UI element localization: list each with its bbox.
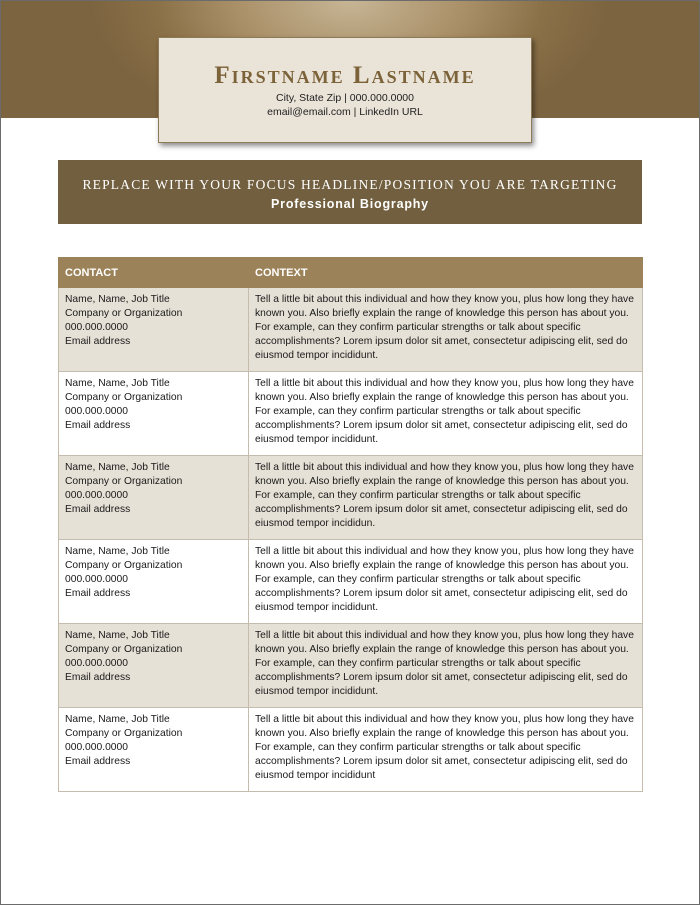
contact-email: Email address <box>65 588 131 599</box>
contact-email: Email address <box>65 420 131 431</box>
column-header-context: CONTEXT <box>249 258 643 288</box>
table-row <box>59 288 643 372</box>
contact-email: Email address <box>65 672 131 683</box>
table-header-row <box>59 258 643 288</box>
contact-company: Company or Organization <box>65 392 183 403</box>
column-header-contact: CONTACT <box>59 258 249 288</box>
contact-phone: 000.000.0000 <box>65 322 128 333</box>
contact-company: Company or Organization <box>65 476 183 487</box>
contact-cell <box>59 456 249 540</box>
headline-banner <box>58 160 642 224</box>
document-subtitle: Professional Biography <box>271 197 429 211</box>
contact-cell <box>59 372 249 456</box>
contact-name-title: Name, Name, Job Title <box>65 378 170 389</box>
location-phone: City, State Zip | 000.000.0000 <box>276 92 414 104</box>
contact-company: Company or Organization <box>65 644 183 655</box>
email-linkedin: email@email.com | LinkedIn URL <box>267 106 423 118</box>
focus-headline: REPLACE WITH YOUR FOCUS HEADLINE/POSITION YOU ARE TARGETING <box>82 177 618 192</box>
contact-phone: 000.000.0000 <box>65 490 128 501</box>
contact-phone: 000.000.0000 <box>65 406 128 417</box>
contact-name-title: Name, Name, Job Title <box>65 294 170 305</box>
contact-name-title: Name, Name, Job Title <box>65 630 170 641</box>
context-cell: Tell a little bit about this individual and how they know you, plus how long they have known you. Also briefly explain the range of knowledge this person has about you. For example, can they confirm particular strengths or talk about specific accomplishments? Lorem ipsum dolor sit amet, consectetur adipiscing elit, sed do eiusmod tempor incididun. <box>249 456 643 540</box>
name-card <box>158 37 532 143</box>
contact-cell <box>59 540 249 624</box>
context-cell: Tell a little bit about this individual and how they know you, plus how long they have known you. Also briefly explain the range of knowledge this person has about you. For example, can they confirm particular strengths or talk about specific accomplishments? Lorem ipsum dolor sit amet, consectetur adipiscing elit, sed do eiusmod tempor incididunt <box>249 708 643 792</box>
contact-name-title: Name, Name, Job Title <box>65 714 170 725</box>
context-cell: Tell a little bit about this individual and how they know you, plus how long they have known you. Also briefly explain the range of knowledge this person has about you. For example, can they confirm particular strengths or talk about specific accomplishments? Lorem ipsum dolor sit amet, consectetur adipiscing elit, sed do eiusmod tempor incididunt. <box>249 540 643 624</box>
contact-name-title: Name, Name, Job Title <box>65 462 170 473</box>
contact-company: Company or Organization <box>65 560 183 571</box>
contact-email: Email address <box>65 756 131 767</box>
context-cell: Tell a little bit about this individual and how they know you, plus how long they have known you. Also briefly explain the range of knowledge this person has about you. For example, can they confirm particular strengths or talk about specific accomplishments? Lorem ipsum dolor sit amet, consectetur adipiscing elit, sed do eiusmod tempor incididunt. <box>249 624 643 708</box>
table-row <box>59 456 643 540</box>
table-row <box>59 624 643 708</box>
contact-company: Company or Organization <box>65 308 183 319</box>
context-cell: Tell a little bit about this individual and how they know you, plus how long they have known you. Also briefly explain the range of knowledge this person has about you. For example, can they confirm particular strengths or talk about specific accomplishments? Lorem ipsum dolor sit amet, consectetur adipiscing elit, sed do eiusmod tempor incididunt. <box>249 372 643 456</box>
candidate-name: Firstname Lastname <box>214 62 476 89</box>
contact-cell <box>59 288 249 372</box>
contact-phone: 000.000.0000 <box>65 658 128 669</box>
contact-cell <box>59 624 249 708</box>
contact-phone: 000.000.0000 <box>65 742 128 753</box>
contact-email: Email address <box>65 336 131 347</box>
contact-email: Email address <box>65 504 131 515</box>
table-row <box>59 708 643 792</box>
table-row <box>59 372 643 456</box>
contact-company: Company or Organization <box>65 728 183 739</box>
context-cell: Tell a little bit about this individual and how they know you, plus how long they have known you. Also briefly explain the range of knowledge this person has about you. For example, can they confirm particular strengths or talk about specific accomplishments? Lorem ipsum dolor sit amet, consectetur adipiscing elit, sed do eiusmod tempor incididunt. <box>249 288 643 372</box>
table-row <box>59 540 643 624</box>
contact-cell <box>59 708 249 792</box>
contact-phone: 000.000.0000 <box>65 574 128 585</box>
references-table <box>58 257 643 792</box>
contact-name-title: Name, Name, Job Title <box>65 546 170 557</box>
